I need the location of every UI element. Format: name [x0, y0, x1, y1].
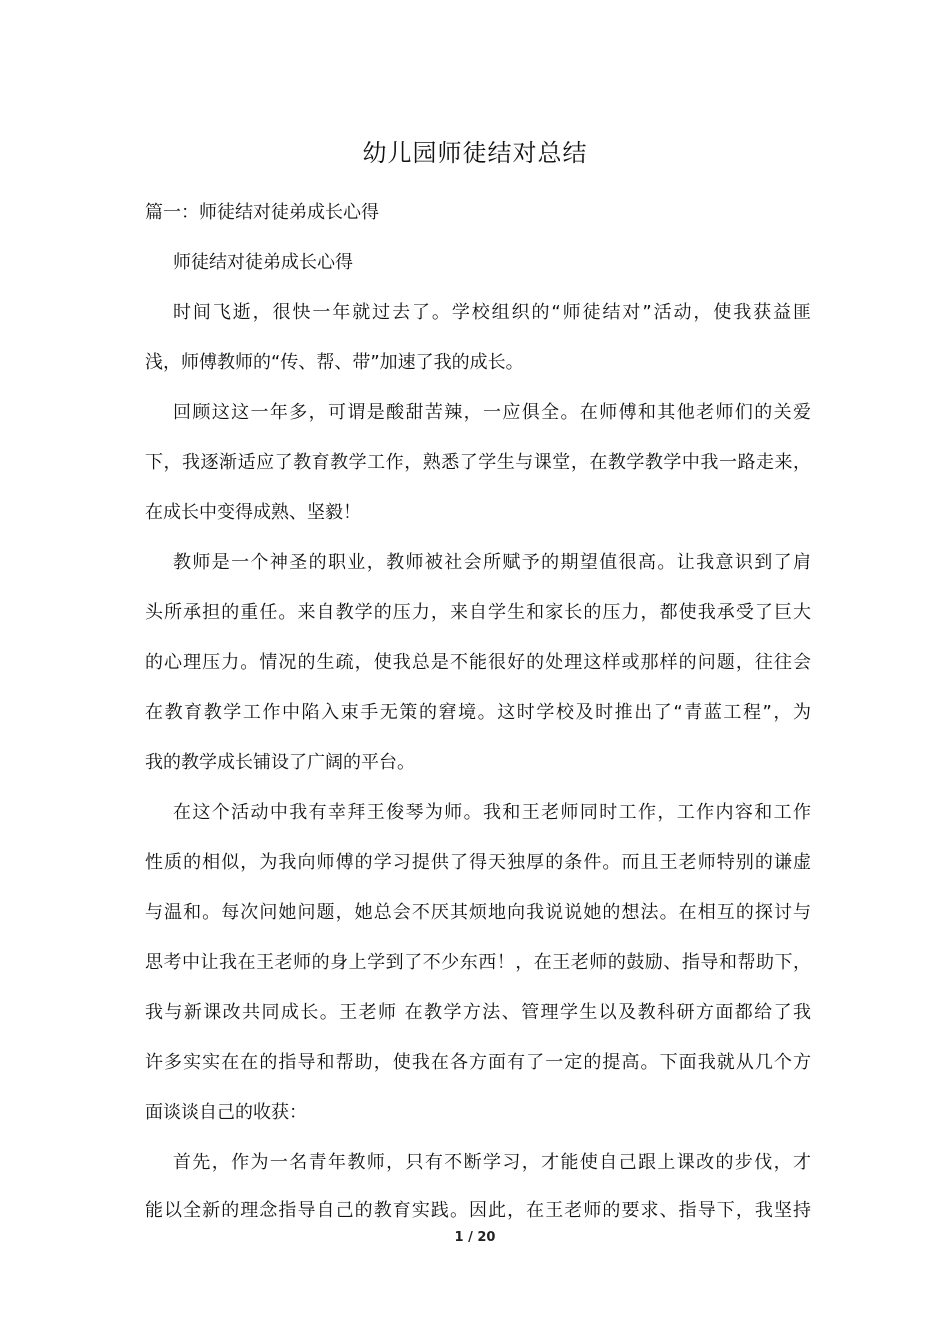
paragraph-line: 时间飞逝，很快一年就过去了。学校组织的“师徒结对”活动，使我获益匪	[173, 302, 811, 323]
paragraph-line: 教师是一个神圣的职业，教师被社会所赋予的期望值很高。让我意识到了肩	[173, 552, 811, 573]
paragraph-line: 头所承担的重任。来自教学的压力，来自学生和家长的压力，都使我承受了巨大	[145, 602, 811, 623]
paragraph-line: 许多实实在在的指导和帮助，使我在各方面有了一定的提高。下面我就从几个方	[145, 1052, 811, 1073]
page-indicator: 1 / 20	[454, 1230, 496, 1245]
paragraph-line: 能以全新的理念指导自己的教育实践。因此，在王老师的要求、指导下，我坚持	[145, 1200, 811, 1221]
paragraph-line: 性质的相似，为我向师傅的学习提供了得天独厚的条件。而且王老师特别的谦虚	[145, 852, 811, 873]
paragraph-line: 在教育教学工作中陷入束手无策的窘境。这时学校及时推出了“青蓝工程”，为	[145, 702, 811, 723]
paragraph-line: 面谈谈自己的收获：	[145, 1102, 307, 1123]
section-heading: 篇一：师徒结对徒弟成长心得	[145, 202, 379, 223]
paragraph-line: 我的教学成长铺设了广阔的平台。	[145, 752, 415, 773]
paragraph-line: 我与新课改共同成长。王老师 在教学方法、管理学生以及教科研方面都给了我	[145, 1002, 811, 1023]
paragraph-line: 在成长中变得成熟、坚毅！	[145, 502, 361, 523]
paragraph-line: 的心理压力。情况的生疏，使我总是不能很好的处理这样或那样的问题，往往会	[145, 652, 811, 673]
paragraph-line: 回顾这这一年多，可谓是酸甜苦辣，一应俱全。在师傅和其他老师们的关爱	[173, 402, 811, 423]
paragraph-line: 首先，作为一名青年教师，只有不断学习，才能使自己跟上课改的步伐，才	[173, 1152, 811, 1173]
paragraph-line: 在这个活动中我有幸拜王俊琴为师。我和王老师同时工作，工作内容和工作	[173, 802, 811, 823]
paragraph-line: 与温和。每次问她问题，她总会不厌其烦地向我说说她的想法。在相互的探讨与	[145, 902, 811, 923]
paragraph-line: 浅，师傅教师的“传、帮、带”加速了我的成长。	[145, 352, 524, 373]
subheading: 师徒结对徒弟成长心得	[173, 252, 353, 273]
paragraph-line: 下，我逐渐适应了教育教学工作，熟悉了学生与课堂，在教学教学中我一路走来，	[145, 452, 811, 473]
paragraph-line: 思考中让我在王老师的身上学到了不少东西！，在王老师的鼓励、指导和帮助下，	[145, 952, 811, 973]
document-title: 幼儿园师徒结对总结	[362, 139, 588, 167]
